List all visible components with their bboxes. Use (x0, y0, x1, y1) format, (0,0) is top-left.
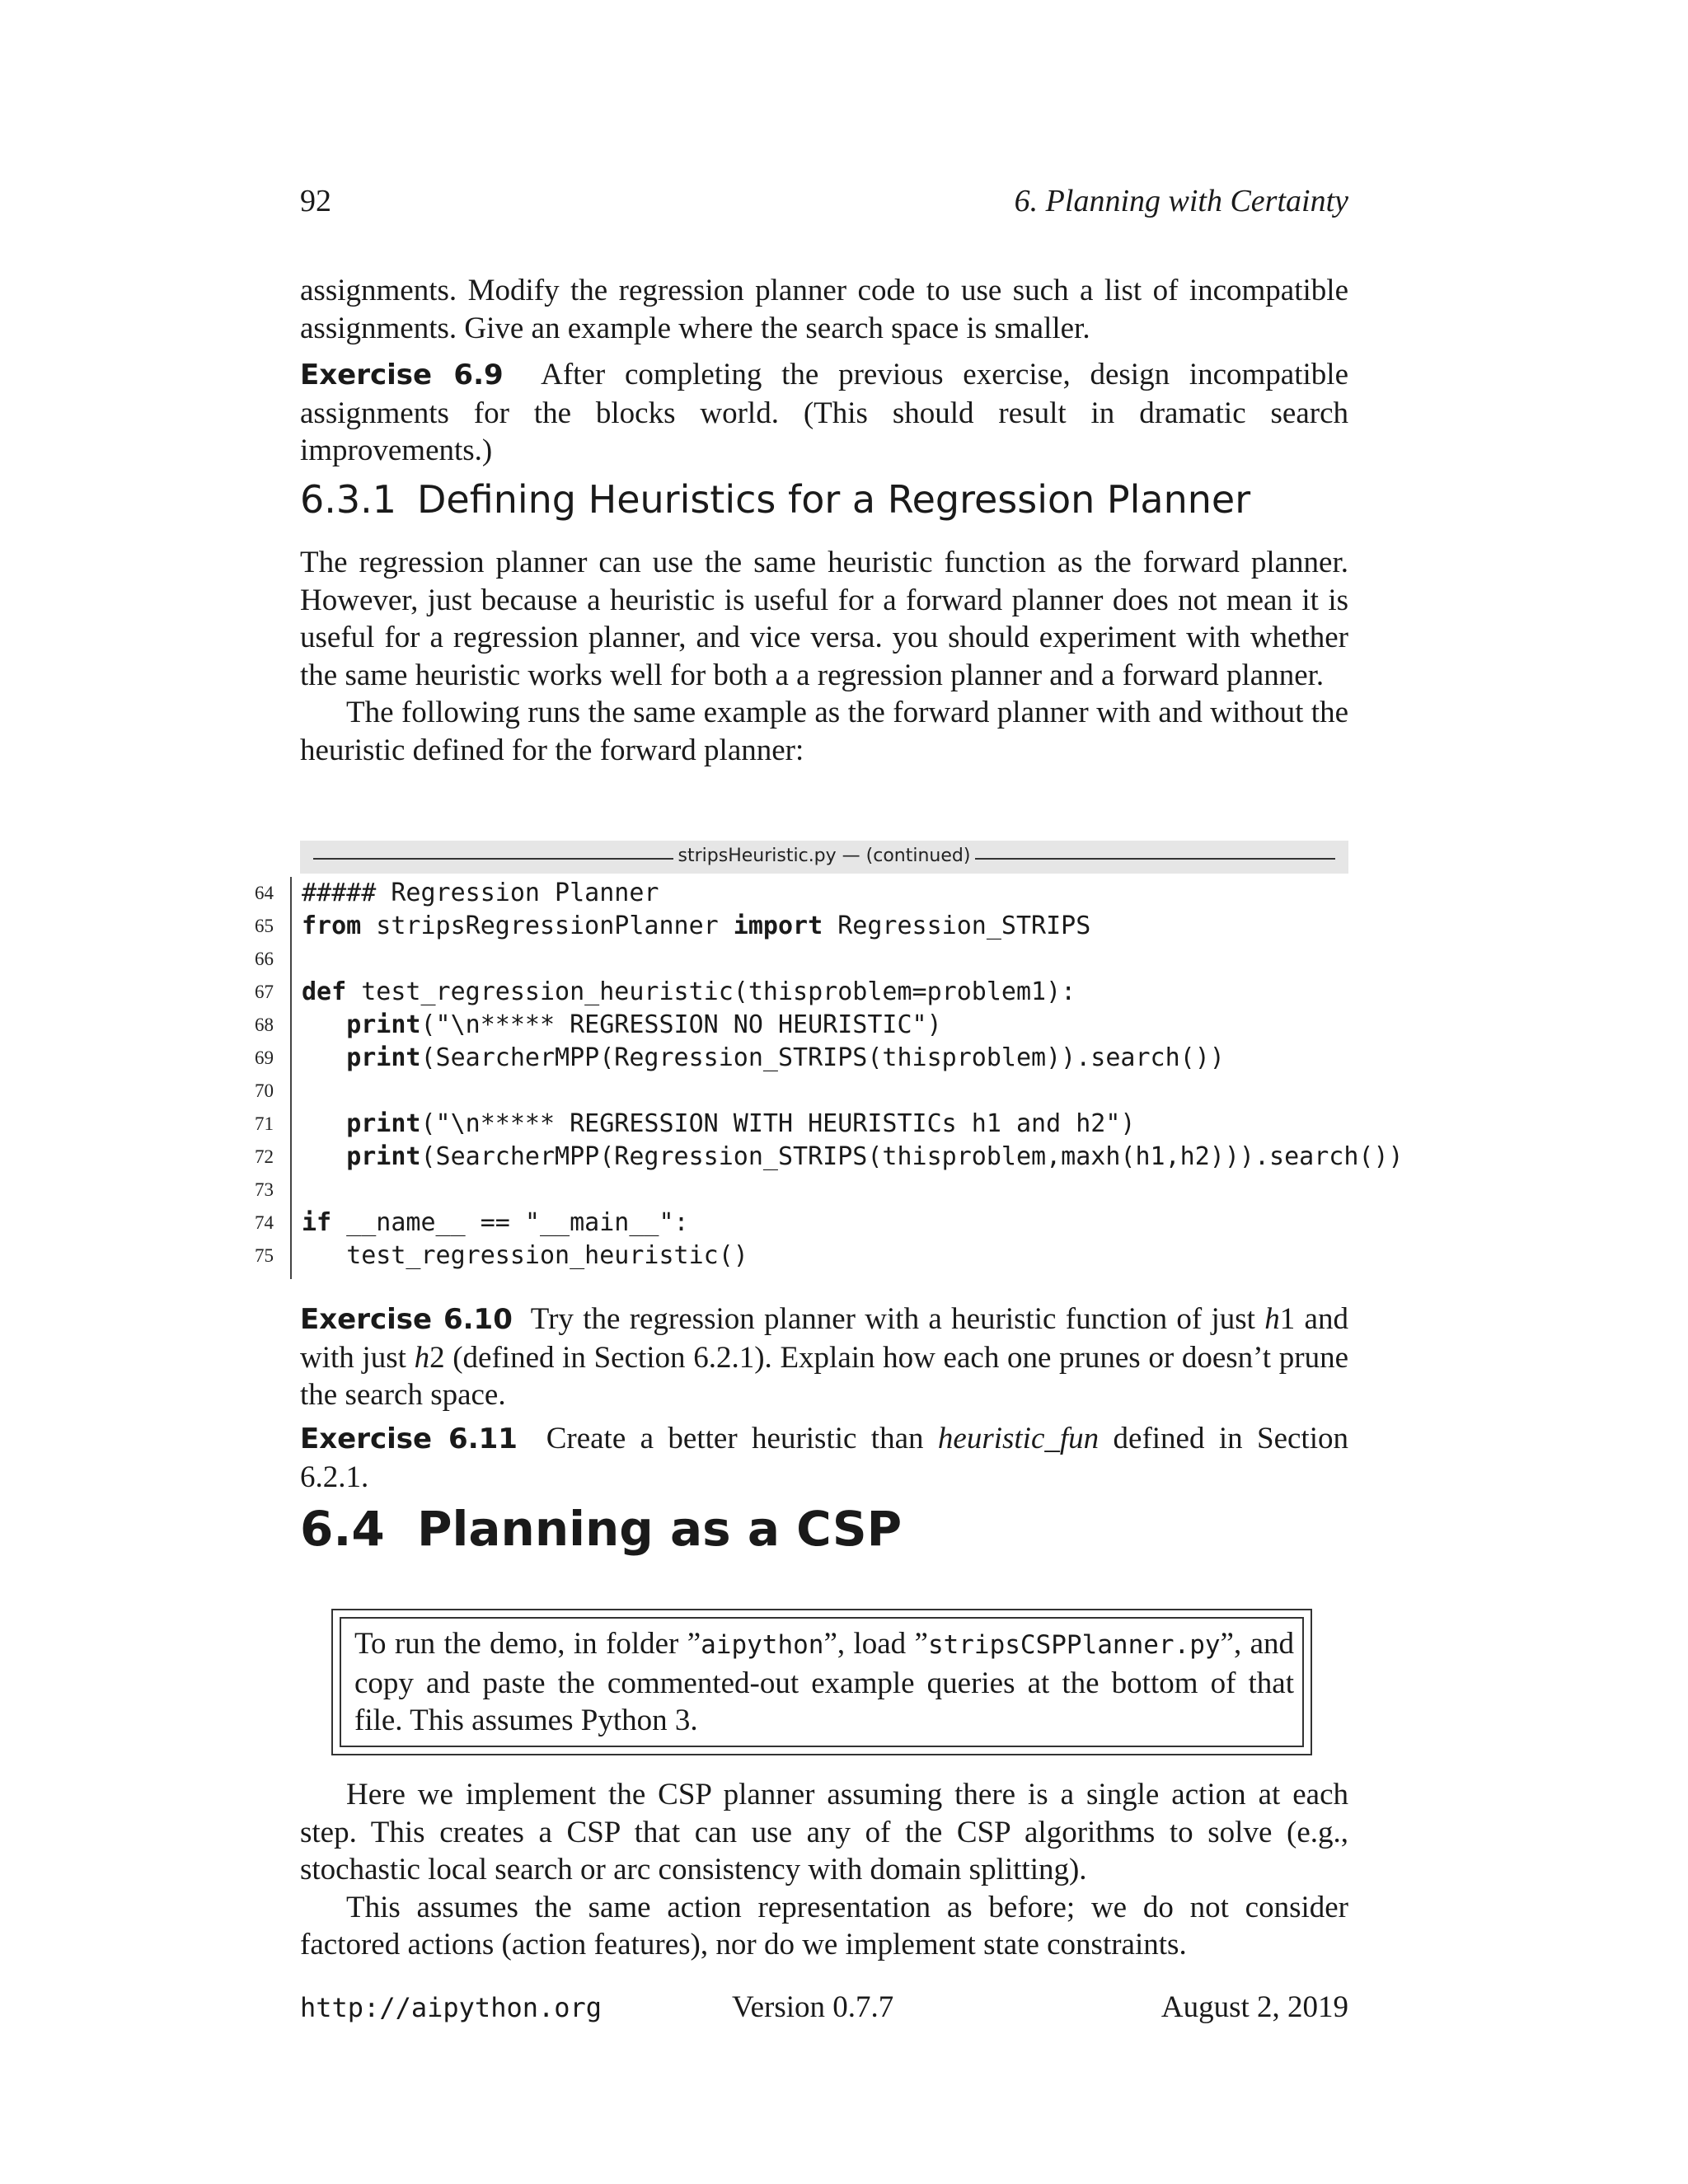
code-text: print(SearcherMPP(Regression_STRIPS(thisproblem)).search()) (346, 1043, 1225, 1072)
code-line (0, 910, 1688, 943)
intro-paragraph (300, 272, 1348, 347)
section-number: 6.4 (300, 1501, 385, 1557)
exercise-text: 2 (defined in Section 6.2.1). Explain how each one prunes or doesn’t prune the search space. (300, 1340, 1348, 1412)
code-line (0, 1009, 1688, 1042)
code-line (0, 1042, 1688, 1075)
code-line (0, 1075, 1688, 1108)
exercise-6-10 (300, 1301, 1348, 1414)
code-listing-header (300, 841, 1348, 874)
line-number: 67 (255, 982, 274, 1002)
section-heading-6-4 (300, 1500, 902, 1558)
code-text: print(SearcherMPP(Regression_STRIPS(thisproblem,maxh(h1,h2))).search()) (346, 1142, 1404, 1171)
section-title: Planning as a CSP (417, 1501, 903, 1557)
code-text: ##### Regression Planner (302, 879, 659, 907)
footer-url: http://aipython.org (300, 1992, 603, 2023)
math-h: h (1264, 1302, 1280, 1336)
code-line (0, 943, 1688, 976)
line-number: 72 (255, 1146, 274, 1167)
code-line (0, 976, 1688, 1009)
section-number: 6.3.1 (300, 477, 397, 522)
demo-instructions-box (331, 1609, 1312, 1755)
code-line (0, 1108, 1688, 1141)
section-title: Defining Heuristics for a Regression Planner (417, 477, 1251, 522)
exercise-label: Exercise 6.10 (300, 1303, 513, 1336)
line-number: 69 (255, 1047, 274, 1068)
paragraph-3: Here we implement the CSP planner assuming there is a single action at each step. This creates a CSP that can use any of the CSP algorithms to solve (e.g., stochastic local search or arc consistency with domain splitting). (300, 1778, 1348, 1886)
exercise-text: defined in Section 6.2.1. (300, 1422, 1348, 1494)
code-line (0, 1141, 1688, 1174)
line-number: 70 (255, 1080, 274, 1101)
demo-text: To run the demo, in folder ”aipython”, load ”stripsCSPPlanner.py”, and copy and paste the commented-out example queries at the bottom of that file. This assumes Python 3. (354, 1627, 1294, 1737)
code-line (0, 1174, 1688, 1207)
line-number: 71 (255, 1113, 274, 1134)
math-h: h (414, 1340, 430, 1375)
exercise-text: After completing the previous exercise, design incompatible assignments for the blocks world. (This should result in dramatic search improvements.) (300, 358, 1348, 467)
code-text: print("\n***** REGRESSION NO HEURISTIC") (346, 1010, 942, 1039)
exercise-text: Try the regression planner with a heuristic function of just (530, 1302, 1265, 1336)
footer-date: August 2, 2019 (1160, 1990, 1348, 2024)
line-number: 65 (255, 916, 274, 936)
file-name: stripsCSPPlanner.py (927, 1630, 1221, 1660)
line-number: 64 (255, 883, 274, 903)
exercise-6-11 (300, 1420, 1348, 1496)
code-text: print("\n***** REGRESSION WITH HEURISTICs h1 and h2") (346, 1109, 1136, 1138)
code-line (0, 1240, 1688, 1272)
code-text: def test_regression_heuristic(thisproblem=problem1): (302, 977, 1076, 1006)
line-number: 68 (255, 1015, 274, 1035)
exercise-text: 1 and with just (300, 1302, 1348, 1375)
page-number: 92 (300, 184, 331, 218)
closing-paragraphs (300, 1776, 1348, 1964)
line-number: 75 (255, 1245, 274, 1266)
exercise-6-9 (300, 356, 1348, 470)
intro-text: assignments. Modify the regression planner code to use such a list of incompatible assignments. Give an example where the search space is smaller. (300, 274, 1348, 345)
paragraph-1: The regression planner can use the same heuristic function as the forward planner. However, just because a heuristic is useful for a forward planner does not mean it is useful for a regression planner, and vice versa. you should experiment with whether the same heuristic works well for both a a regression planner and a forward planner. (300, 546, 1348, 692)
line-number: 73 (255, 1179, 274, 1200)
code-caption: stripsHeuristic.py — (continued) (673, 846, 976, 866)
paragraph-2: The following runs the same example as the forward planner with and without the heuristic defined for the forward planner: (300, 696, 1348, 767)
line-number: 74 (255, 1212, 274, 1233)
exercise-label: Exercise 6.11 (300, 1422, 518, 1455)
body-paragraphs (300, 544, 1348, 769)
folder-name: aipython (701, 1630, 824, 1660)
code-line (0, 877, 1688, 910)
line-number: 66 (255, 949, 274, 969)
code-line (0, 1207, 1688, 1240)
footer-version: Version 0.7.7 (732, 1990, 894, 2024)
paragraph-4: This assumes the same action representation as before; we do not consider factored actions (action features), nor do we implement state constraints. (300, 1890, 1348, 1961)
code-text: test_regression_heuristic() (346, 1241, 748, 1270)
function-name: heuristic_fun (937, 1422, 1100, 1455)
running-chapter-title: 6. Planning with Certainty (1014, 184, 1348, 218)
section-heading-6-3-1 (300, 476, 1250, 523)
code-text: if __name__ == "__main__": (302, 1208, 689, 1237)
exercise-text: Create a better heuristic than (546, 1422, 938, 1455)
code-text: from stripsRegressionPlanner import Regression_STRIPS (302, 912, 1091, 940)
exercise-label: Exercise 6.9 (300, 359, 504, 391)
